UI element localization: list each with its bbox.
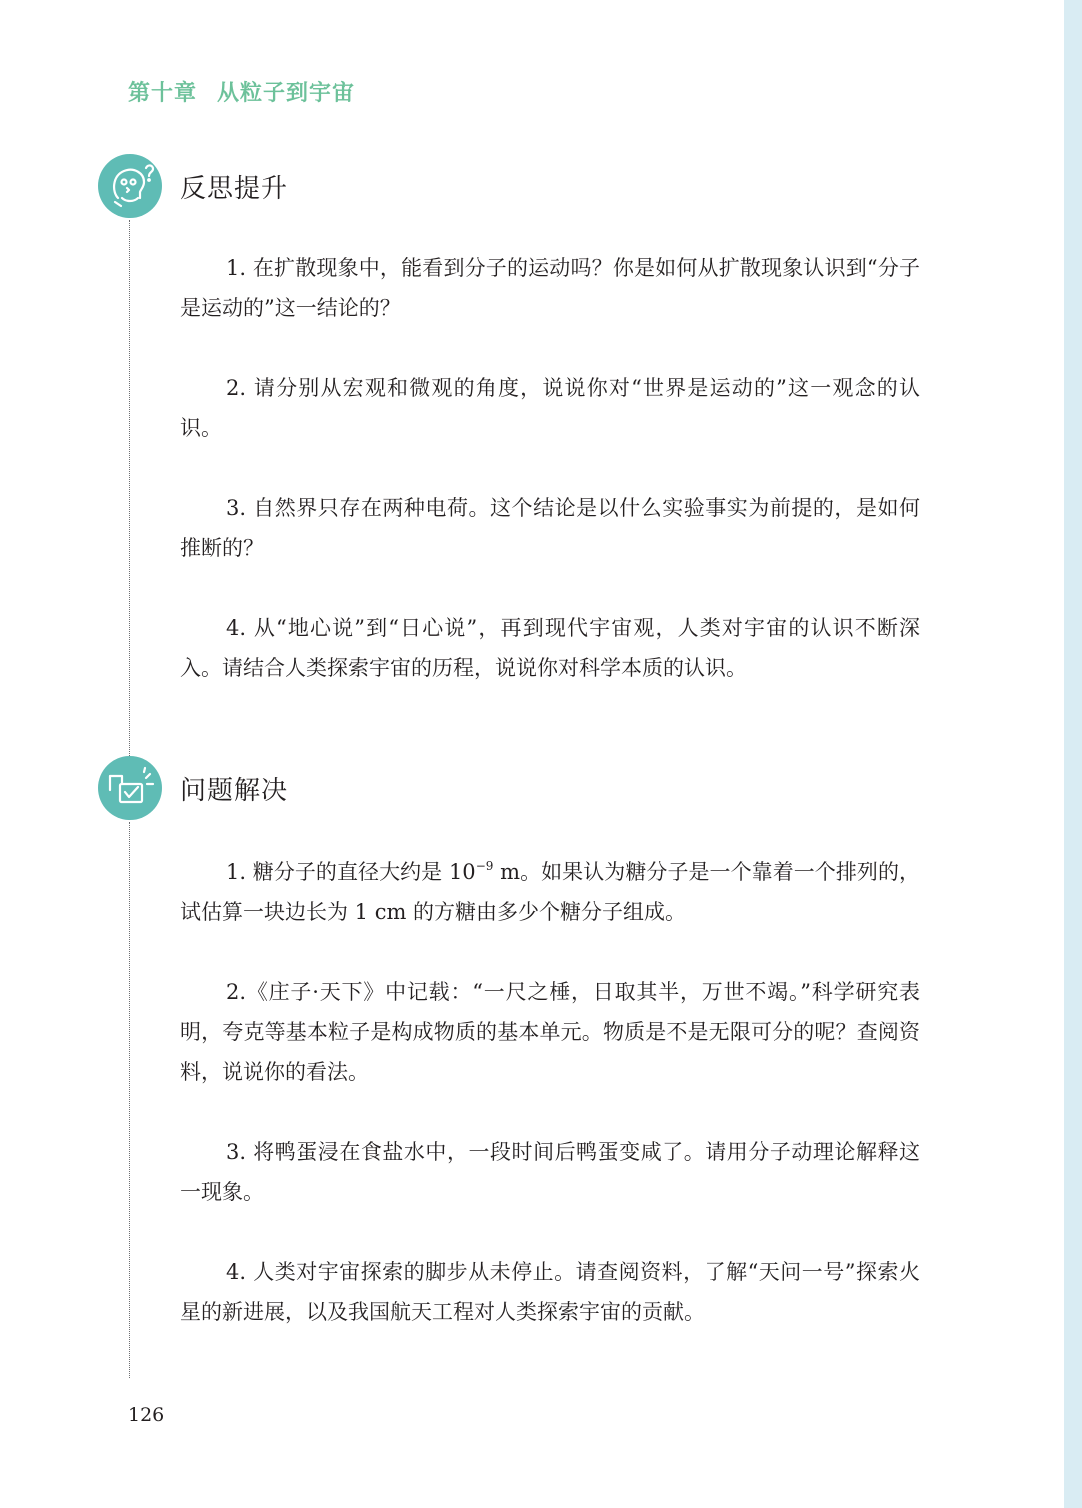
reflection-question-4: 4. 从“地心说”到“日心说”，再到现代宇宙观，人类对宇宙的认识不断深入。请结合人类探索宇宙的历程，说说你对科学本质的认识。 (180, 616, 920, 680)
exponent: −9 (475, 859, 494, 873)
page-number: 126 (128, 1404, 165, 1426)
chapter-number: 第十章 (128, 80, 198, 106)
thinking-face-icon (98, 154, 162, 218)
problem-question-4: 4. 人类对宇宙探索的脚步从未停止。请查阅资料，了解“天问一号”探索火星的新进展，以及我国航天工程对人类探索宇宙的贡献。 (180, 1260, 920, 1324)
section-divider-line (129, 220, 130, 756)
problem-question-3: 3. 将鸭蛋浸在食盐水中，一段时间后鸭蛋变咸了。请用分子动理论解释这一现象。 (180, 1140, 920, 1204)
reflection-question-1: 1. 在扩散现象中，能看到分子的运动吗？你是如何从扩散现象认识到“分子是运动的”这一结论的？ (180, 256, 920, 320)
problem-question-2: 2.《庄子·天下》中记载：“一尺之棰，日取其半，万世不竭。”科学研究表明，夸克等基本粒子是构成物质的基本单元。物质是不是无限可分的呢？查阅资料，说说你的看法。 (180, 980, 920, 1084)
problem-question-1 (180, 852, 920, 932)
problem-question-1-start: 1. 糖分子的直径大约是 10 (226, 860, 476, 884)
checkbox-solve-icon (98, 756, 162, 820)
page-edge-band (1064, 0, 1082, 1508)
section-title-problem-solving: 问题解决 (180, 776, 289, 806)
chapter-header (128, 76, 355, 107)
section-divider-line (129, 822, 130, 1378)
chapter-title: 从粒子到宇宙 (217, 80, 356, 106)
reflection-question-2: 2. 请分别从宏观和微观的角度，说说你对“世界是运动的”这一观念的认识。 (180, 376, 920, 440)
reflection-question-3: 3. 自然界只存在两种电荷。这个结论是以什么实验事实为前提的，是如何推断的？ (180, 496, 920, 560)
section-title-reflection: 反思提升 (180, 174, 289, 204)
problem-question-1-rest: m。如果认为糖分子是一个靠着一个排列的，试估算一块边长为 1 cm 的方糖由多少个糖分子组成。 (180, 860, 921, 924)
